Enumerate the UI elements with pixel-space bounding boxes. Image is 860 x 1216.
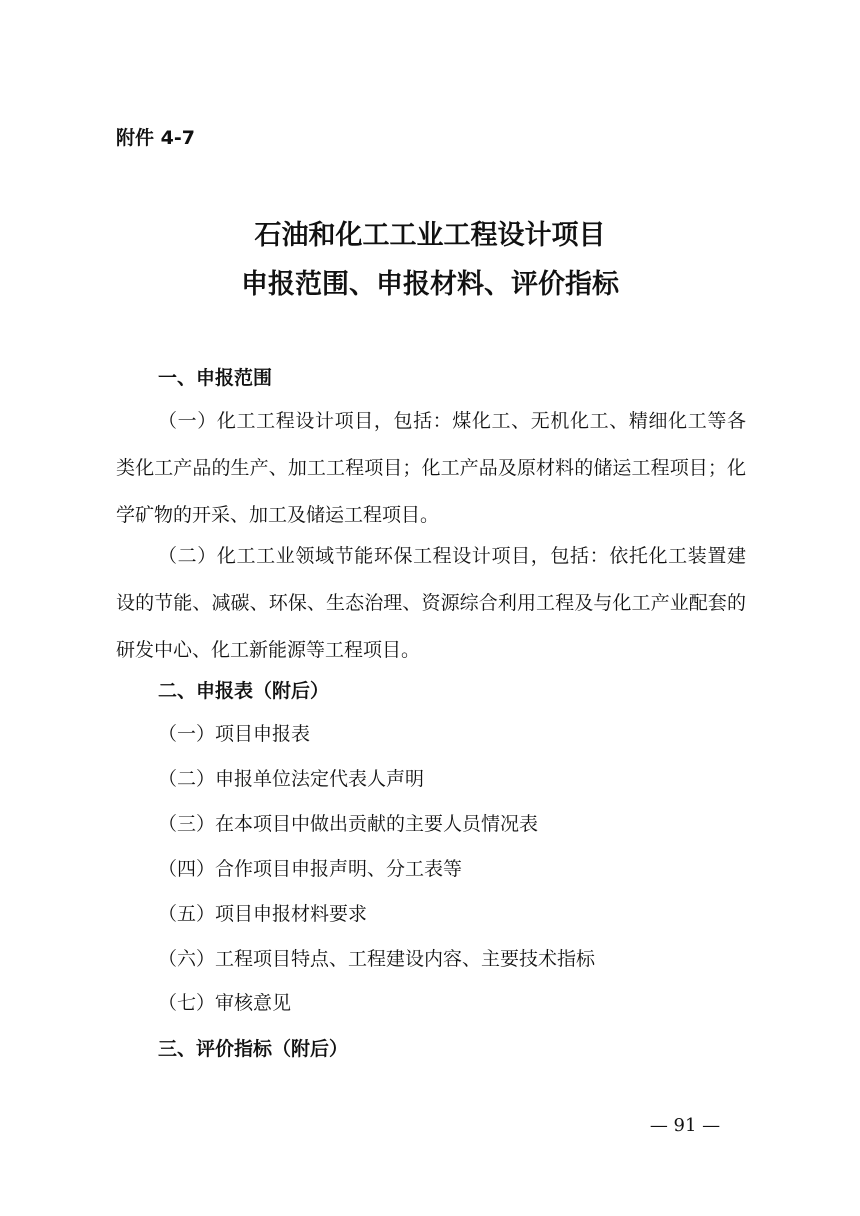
attachment-label: 附件 4-7 xyxy=(116,127,195,149)
document-title-line-1: 石油和化工工业工程设计项目 xyxy=(254,220,606,251)
section-heading-forms: 二、申报表（附后） xyxy=(158,680,330,702)
forms-list-item: （二）申报单位法定代表人声明 xyxy=(158,768,425,790)
scope-paragraph-2: （二）化工工业领域节能环保工程设计项目，包括：依托化工装置建设的节能、减碳、环保、生态治理、资源综合利用工程及与化工产业配套的研发中心、化工新能源等工程项目。 xyxy=(116,545,746,661)
forms-list-item: （五）项目申报材料要求 xyxy=(158,903,368,925)
page-number: — 91 — xyxy=(649,1115,721,1136)
document-title-line-2: 申报范围、申报材料、评价指标 xyxy=(241,269,619,300)
forms-list-item: （七）审核意见 xyxy=(158,992,292,1014)
scope-paragraph-1: （一）化工工程设计项目，包括：煤化工、无机化工、精细化工等各类化工产品的生产、加工工程项目；化工产品及原材料的储运工程项目；化学矿物的开采、加工及储运工程项目。 xyxy=(116,410,746,526)
forms-list-item: （三）在本项目中做出贡献的主要人员情况表 xyxy=(158,813,539,835)
forms-list-item: （四）合作项目申报声明、分工表等 xyxy=(158,858,463,880)
forms-list-item: （六）工程项目特点、工程建设内容、主要技术指标 xyxy=(158,948,596,970)
section-heading-scope: 一、申报范围 xyxy=(158,367,273,389)
section-heading-evaluation: 三、评价指标（附后） xyxy=(158,1038,349,1060)
forms-list-item: （一）项目申报表 xyxy=(158,723,311,745)
